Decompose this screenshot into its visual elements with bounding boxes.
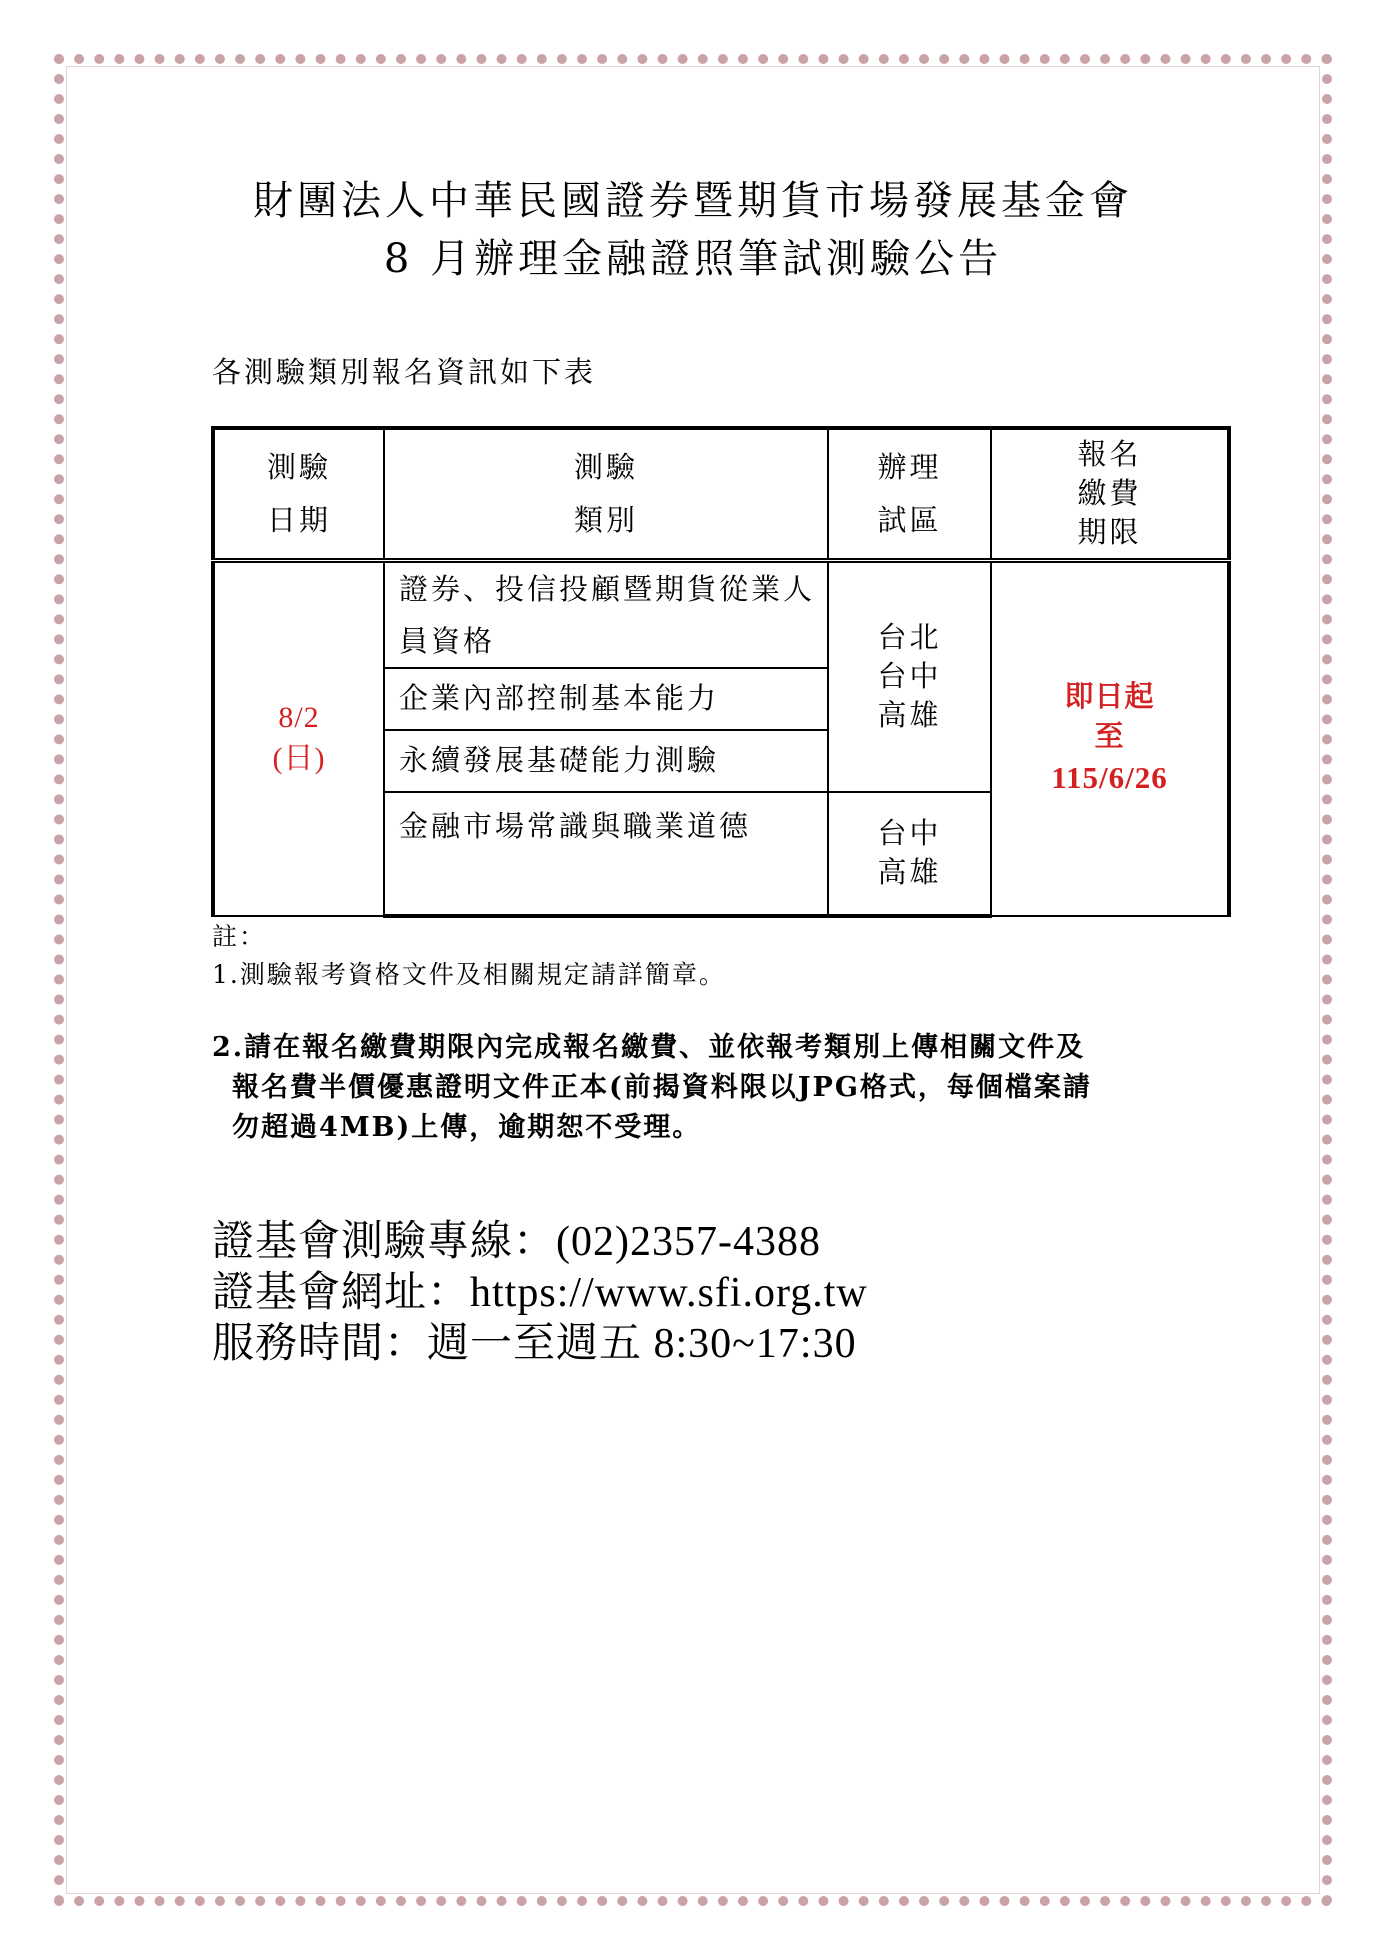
area-cell-group2 (828, 792, 991, 916)
note-2-line: 報名費半價優惠證明文件正本(前揭資料限以JPG格式，每個檔案請 (232, 1072, 1092, 1103)
area-name: 台中 (877, 815, 942, 850)
header-text: 辦理 (877, 449, 942, 484)
table-header-row (213, 428, 1229, 560)
note-1: 1.測驗報考資格文件及相關規定請詳簡章。 (212, 960, 726, 989)
announcement-title (0, 172, 1386, 288)
note-2-line: 勿超過4MB)上傳，逾期恕不受理。 (232, 1112, 702, 1143)
area-name: 高雄 (877, 855, 942, 889)
header-text: 測驗 (573, 449, 638, 484)
table-row (213, 560, 1229, 668)
contact-website (212, 1267, 868, 1318)
contact-phone (212, 1216, 868, 1267)
website-url: https://www.sfi.org.tw (470, 1270, 868, 1316)
hours-label: 服務時間： (212, 1318, 428, 1367)
header-text: 日期 (266, 502, 331, 537)
header-text: 類別 (573, 502, 638, 537)
title-announcement: 8 月辦理金融證照筆試測驗公告 (383, 236, 1003, 282)
header-exam-date (213, 428, 384, 560)
deadline-end: 115/6/26 (1051, 759, 1168, 795)
header-exam-category (384, 428, 828, 560)
deadline-cell (991, 560, 1229, 916)
category-cell: 證券、投信投顧暨期貨從業人員資格 (384, 560, 828, 668)
header-text: 繳費 (1077, 476, 1142, 511)
header-text: 試區 (877, 502, 942, 537)
title-organization: 財團法人中華民國證券暨期貨市場發展基金會 (253, 178, 1133, 224)
contact-info (212, 1216, 868, 1369)
header-exam-area (828, 428, 991, 560)
hours-value: 週一至週五 8:30~17:30 (427, 1321, 857, 1367)
area-name: 台北 (877, 619, 942, 654)
category-cell: 永續發展基礎能力測驗 (384, 730, 828, 792)
header-registration-deadline (991, 428, 1229, 560)
phone-number: (02)2357-4388 (556, 1219, 821, 1265)
note-2 (212, 1028, 1092, 1148)
exam-date-cell (213, 560, 384, 916)
deadline-start: 即日起 (1064, 681, 1155, 714)
exam-day: (日) (272, 741, 326, 775)
deadline-to: 至 (1094, 720, 1125, 753)
intro-text: 各測驗類別報名資訊如下表 (212, 355, 597, 389)
exam-schedule-table (211, 426, 1231, 918)
category-text: 金融市場常識與職業道德 (399, 808, 752, 843)
header-text: 期限 (1077, 515, 1142, 550)
header-text: 報名 (1077, 437, 1142, 472)
area-name: 台中 (877, 658, 942, 693)
exam-date: 8/2 (278, 701, 320, 734)
website-label: 證基會網址： (212, 1267, 471, 1316)
category-cell: 企業內部控制基本能力 (384, 668, 828, 730)
area-cell-group1 (828, 560, 991, 792)
area-name: 高雄 (877, 698, 942, 733)
contact-hours (212, 1318, 868, 1369)
notes-label: 註： (212, 922, 267, 951)
note-2-line: 2.請在報名繳費期限內完成報名繳費、並依報考類別上傳相關文件及 (212, 1032, 1086, 1063)
phone-label: 證基會測驗專線： (212, 1216, 557, 1265)
category-cell (384, 792, 828, 916)
header-text: 測驗 (266, 449, 331, 484)
notes-section (212, 918, 726, 994)
